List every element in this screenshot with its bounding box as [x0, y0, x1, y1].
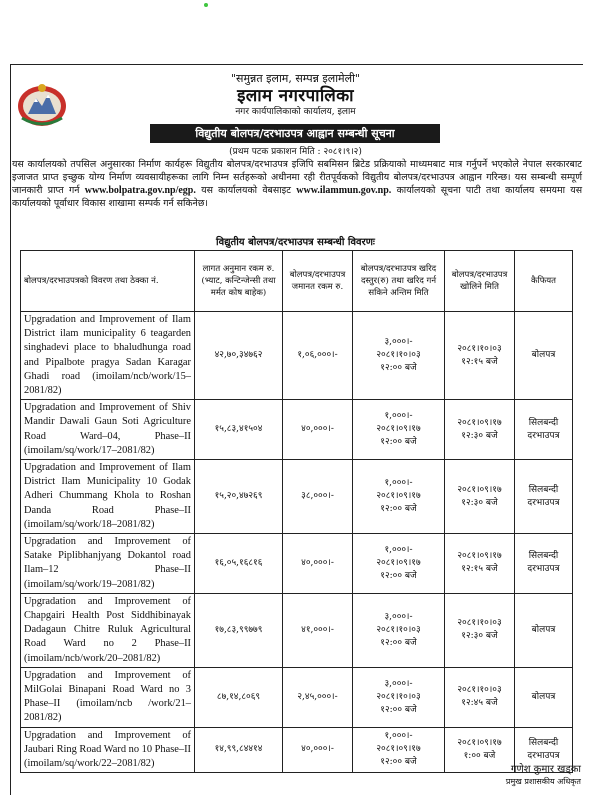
table-row	[21, 667, 573, 727]
cell-estimate: १६,०५,१६८१६	[195, 534, 283, 594]
office-subtitle: नगर कार्यपालिकाको कार्यालय, इलाम	[235, 107, 356, 117]
open-date: २०८१।०९।१७	[457, 737, 502, 748]
cell-estimate: ४२,७०,३४७६२	[195, 312, 283, 400]
purchase-fee: १,०००।-	[384, 411, 413, 422]
cell-description: Upgradation and Improvement of Jaubari Ring Road Ward no 10 Phase–II (imoilam/sq/work/22–2081/82)	[21, 727, 195, 773]
cell-description: Upgradation and Improvement of Shiv Mandir Dawali Gaun Soti Agriculture Road Ward–04, Phase–II (imoilam/sq/work/17–2081/82)	[21, 400, 195, 460]
notice-text-3: कार्यालयको सूचना पाटी तथा कार्यालय समयमा यस कार्यालयको पूर्वाधार विकास शाखामा सम्पर्क गर्न सकिनेछ।	[12, 185, 583, 209]
table-title: विद्युतीय बोलपत्र/दरभाउपत्र सम्बन्धी विवरणः	[216, 237, 375, 248]
cell-opening	[445, 534, 515, 594]
header-purchase: बोलपत्र/दरभाउपत्र खरिद दस्तुर(रु) तथा खरिद गर्न सकिने अन्तिम मिति	[353, 251, 445, 312]
cell-remarks: सिलबन्दी दरभाउपत्र	[515, 534, 573, 594]
website-link-bolpatra[interactable]: www.bolpatra.gov.np/egp.	[84, 185, 196, 196]
cell-purchase	[353, 400, 445, 460]
cell-description: Upgradation and Improvement of Ilam District Ilam Municipality 10 Godak Adheri Chummang Khola to Roshan Danda Road Phase–II (imoilam/sq/work/18–2081/82)	[21, 460, 195, 534]
open-time: १२:३० बजे	[461, 497, 498, 508]
cell-security: ४०,०००।-	[283, 727, 353, 773]
purchase-time: १२:०० बजे	[380, 637, 417, 648]
header-security: बोलपत्र/दरभाउपत्र जमानत रकम रु.	[283, 251, 353, 312]
header-description: बोलपत्र/दरभाउपत्रको विवरण तथा ठेक्का नं.	[21, 251, 195, 312]
table-row	[21, 312, 573, 400]
signer-name: गणेश कुमार खड्का	[510, 764, 581, 775]
cell-opening	[445, 727, 515, 773]
purchase-fee: ३,०००।-	[384, 678, 413, 689]
purchase-date: २०८१।१०।०३	[376, 624, 421, 635]
cell-purchase	[353, 727, 445, 773]
purchase-date: २०८१।१०।०३	[376, 691, 421, 702]
cell-security: २,४५,०००।-	[283, 667, 353, 727]
purchase-time: १२:०० बजे	[380, 363, 417, 374]
purchase-fee: १,०००।-	[384, 731, 413, 742]
cell-description: Upgradation and Improvement of MilGolai Binapani Road Ward no 3 Phase–II (imoilam/ncb /work/21–2081/82)	[21, 667, 195, 727]
cell-description: Upgradation and Improvement of Ilam District ilam municipality 6 teagarden singhadevi place to bhaludhunga road and Pipalbote pragya Sadan Karagar Ghadi road (imoilam/ncb/work/15–2081/82)	[21, 312, 195, 400]
purchase-time: १२:०० बजे	[380, 437, 417, 448]
table-row	[21, 460, 573, 534]
open-date: २०८१।१०।०३	[457, 618, 502, 629]
cell-remarks: सिलबन्दी दरभाउपत्र	[515, 727, 573, 773]
purchase-time: १२:०० बजे	[380, 570, 417, 581]
cell-purchase	[353, 593, 445, 667]
purchase-date: २०८१।०९।१७	[376, 557, 421, 568]
notice-title: विद्युतीय बोलपत्र/दरभाउपत्र आह्वान सम्बन्धी सूचना	[150, 124, 440, 143]
purchase-fee: १,०००।-	[384, 544, 413, 555]
table-header-row	[21, 251, 573, 312]
table-row	[21, 400, 573, 460]
office-header	[0, 72, 591, 118]
purchase-time: १२:०० बजे	[380, 757, 417, 768]
cell-estimate: १५,२०,४७२६९	[195, 460, 283, 534]
purchase-time: १२:०० बजे	[380, 704, 417, 715]
purchase-date: २०८१।०९।१७	[376, 744, 421, 755]
header-estimate: लागत अनुमान रकम रु. (भ्याट, कन्टिन्जेन्सी तथा मर्मत कोष बाहेक)	[195, 251, 283, 312]
cell-estimate: १७,८३,९९७७९	[195, 593, 283, 667]
office-name: इलाम नगरपालिका	[237, 86, 354, 106]
cell-security: ४०,०००।-	[283, 534, 353, 594]
notice-text-1: यस कार्यालयको तपसिल अनुसारका निर्माण कार्यहरू विद्युतीय बोलपत्र/दरभाउपत्र इजिपि सबमिसन ब्रिटेड प्रक्रियाको माध्यमबाट मात्र गर्नुपर्ने भएकोले नेपाल सरकारबाट इजाजत प्राप्त इच्छुक योग्य निर्माण व्यवसायीहरूका लागि निम्न सर्तहरूको अधीनमा रही रीतपूर्वकको विद्युतीय बोलपत्र/दरभाउपत्र आह्वान गरिन्छ। यस सम्बन्धी सम्पूर्ण जानकारी प्राप्त गर्न	[12, 159, 582, 196]
purchase-date: २०८१।०९।१७	[376, 491, 421, 502]
purchase-fee: ३,०००।-	[384, 611, 413, 622]
cell-purchase	[353, 534, 445, 594]
cell-remarks: बोलपत्र	[515, 667, 573, 727]
slogan: "समुन्नत इलाम, सम्पन्न इलामेली"	[230, 72, 360, 85]
cell-remarks: बोलपत्र	[515, 312, 573, 400]
open-date: २०८१।०९।१७	[457, 484, 502, 495]
notice-text-2: यस कार्यालयको वेबसाइट	[201, 185, 291, 196]
cell-security: ३८,०००।-	[283, 460, 353, 534]
website-link-ilammun[interactable]: www.ilammun.gov.np.	[296, 185, 392, 196]
table-row	[21, 534, 573, 594]
cell-opening	[445, 667, 515, 727]
cell-description: Upgradation and Improvement of Chapgairi Health Post Siddhibinayak Dadagaun Chitre Ruluk Agricultural Road Ward no 2 Phase–II (imoilam/ncb/work/20–2081/82)	[21, 593, 195, 667]
cell-security: ४०,०००।-	[283, 400, 353, 460]
purchase-date: २०८१।०९।१७	[376, 424, 421, 435]
cell-purchase	[353, 667, 445, 727]
open-date: २०८१।१०।०३	[457, 343, 502, 354]
signature-block	[506, 763, 581, 787]
cell-remarks: बोलपत्र	[515, 593, 573, 667]
signer-designation: प्रमुख प्रशासकीय अधिकृत	[505, 777, 581, 786]
bid-table	[20, 250, 573, 773]
header-remarks: कैफियत	[515, 251, 573, 312]
open-time: १२:४५ बजे	[461, 698, 498, 709]
open-time: १:०० बजे	[463, 750, 496, 761]
cell-opening	[445, 400, 515, 460]
open-time: १२:३० बजे	[461, 631, 498, 642]
table-row	[21, 593, 573, 667]
purchase-date: २०८१।१०।०३	[376, 350, 421, 361]
purchase-time: १२:०० बजे	[380, 504, 417, 515]
cell-security: ४१,०००।-	[283, 593, 353, 667]
notice-body	[12, 158, 582, 210]
cell-opening	[445, 312, 515, 400]
open-time: १२:३० बजे	[461, 430, 498, 441]
cell-security: १,०६,०००।-	[283, 312, 353, 400]
purchase-fee: ३,०००।-	[384, 337, 413, 348]
cell-estimate: १४,९९,८४४१४	[195, 727, 283, 773]
open-date: २०८१।१०।०३	[457, 685, 502, 696]
open-time: १२:१५ बजे	[461, 356, 498, 367]
open-time: १२:१५ बजे	[461, 564, 498, 575]
header-opening: बोलपत्र/दरभाउपत्र खोलिने मिति	[445, 251, 515, 312]
open-date: २०८१।०९।१७	[457, 551, 502, 562]
cell-estimate: ८७,१४,८०६९	[195, 667, 283, 727]
cell-purchase	[353, 460, 445, 534]
green-dot	[204, 3, 208, 7]
table-row	[21, 727, 573, 773]
cell-description: Upgradation and Improvement of Satake Piplibhanjyang Dokantol road Ilam–12 Phase–II (imoilam/sq/work/19–2081/82)	[21, 534, 195, 594]
publish-date: (प्रथम पटक प्रकाशन मिति : २०८१।९।२)	[229, 147, 362, 157]
cell-purchase	[353, 312, 445, 400]
cell-opening	[445, 460, 515, 534]
cell-estimate: १५,८३,४१५०४	[195, 400, 283, 460]
purchase-fee: १,०००।-	[384, 478, 413, 489]
cell-opening	[445, 593, 515, 667]
open-date: २०८१।०९।१७	[457, 417, 502, 428]
cell-remarks: सिलबन्दी दरभाउपत्र	[515, 460, 573, 534]
cell-remarks: सिलबन्दी दरभाउपत्र	[515, 400, 573, 460]
